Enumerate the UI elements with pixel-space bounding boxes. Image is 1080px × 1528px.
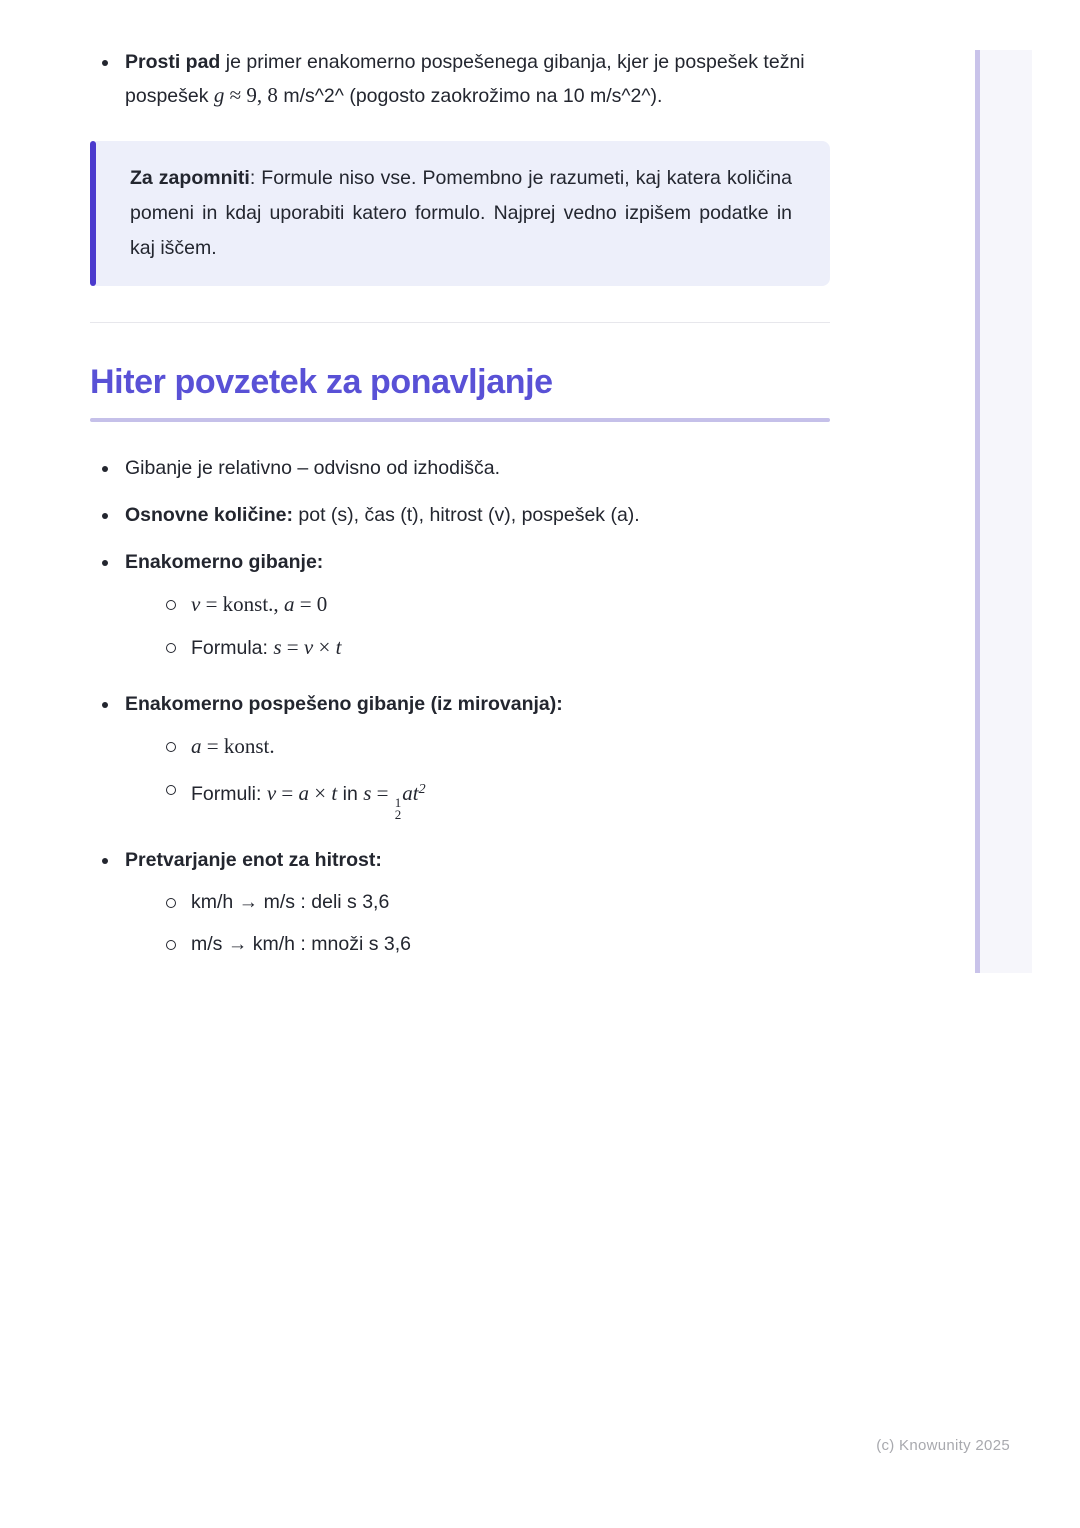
circle-bullet-icon: [166, 742, 176, 752]
section-heading: Hiter povzetek za ponavljanje: [90, 363, 553, 401]
sub-list-item: [153, 928, 830, 961]
circle-bullet-icon: [166, 940, 176, 950]
page-content: [90, 46, 830, 984]
summary-list: [90, 452, 830, 970]
sub-item-text: km/h → m/s : deli s 3,6: [191, 891, 390, 913]
callout-accent-bar: [90, 141, 96, 286]
summary-item-text: Pretvarjanje enot za hitrost:: [125, 849, 382, 871]
list-item: [90, 546, 830, 674]
bullet-dot-icon: [102, 702, 108, 708]
bullet-dot-icon: [102, 560, 108, 566]
circle-bullet-icon: [166, 785, 176, 795]
circle-bullet-icon: [166, 898, 176, 908]
summary-item-text: Gibanje je relativno – odvisno od izhodišča.: [125, 457, 501, 479]
sub-list-item: [153, 588, 830, 622]
section-divider: [90, 322, 830, 323]
intro-list: [90, 46, 830, 113]
summary-item-text: Osnovne količine: pot (s), čas (t), hitrost (v), pospešek (a).: [125, 504, 640, 526]
list-item: [90, 844, 830, 970]
list-item: [90, 688, 830, 830]
list-item: [90, 46, 830, 113]
sub-item-text: Formuli: v = a × t in s = 1 2 $at^2$: [191, 781, 426, 822]
footer-copyright: (c) Knowunity 2025: [876, 1437, 1010, 1454]
summary-item-text: Enakomerno gibanje:: [125, 551, 324, 573]
heading-underline: [90, 418, 830, 422]
scrollbar-thumb[interactable]: [975, 50, 980, 973]
summary-item-text: Enakomerno pospešeno gibanje (iz mirovanja):: [125, 693, 563, 715]
list-item: [90, 499, 830, 532]
intro-bullet-text: Prosti pad je primer enakomerno pospešenega gibanja, kjer je pospešek težni pospešek g ≈ 9, 8 m/s^2^ (pogosto zaokrožimo na 10 m/s^2^).: [125, 51, 805, 107]
bullet-dot-icon: [102, 858, 108, 864]
sub-list: [153, 588, 830, 665]
sub-list-item: [153, 631, 830, 665]
sub-item-text: a = konst.: [191, 734, 275, 758]
scrollbar-track[interactable]: [975, 50, 1032, 973]
callout-text: Za zapomniti: Formule niso vse. Pomembno je razumeti, kaj katera količina pomeni in kdaj uporabiti katero formulo. Najprej vedno izpišem podatke in kaj iščem.: [130, 167, 792, 259]
bullet-dot-icon: [102, 60, 108, 66]
callout-note: [90, 141, 830, 286]
circle-bullet-icon: [166, 600, 176, 610]
bullet-dot-icon: [102, 466, 108, 472]
circle-bullet-icon: [166, 643, 176, 653]
sub-list: [153, 730, 830, 821]
list-item: [90, 452, 830, 485]
sub-list: [153, 886, 830, 961]
sub-list-item: [153, 730, 830, 764]
sub-list-item: [153, 773, 830, 821]
sub-item-text: m/s → km/h : množi s 3,6: [191, 933, 411, 955]
bullet-dot-icon: [102, 513, 108, 519]
sub-list-item: [153, 886, 830, 919]
sub-item-text: Formula: s = v × t: [191, 635, 342, 659]
sub-item-text: v = konst., a = 0: [191, 592, 328, 616]
